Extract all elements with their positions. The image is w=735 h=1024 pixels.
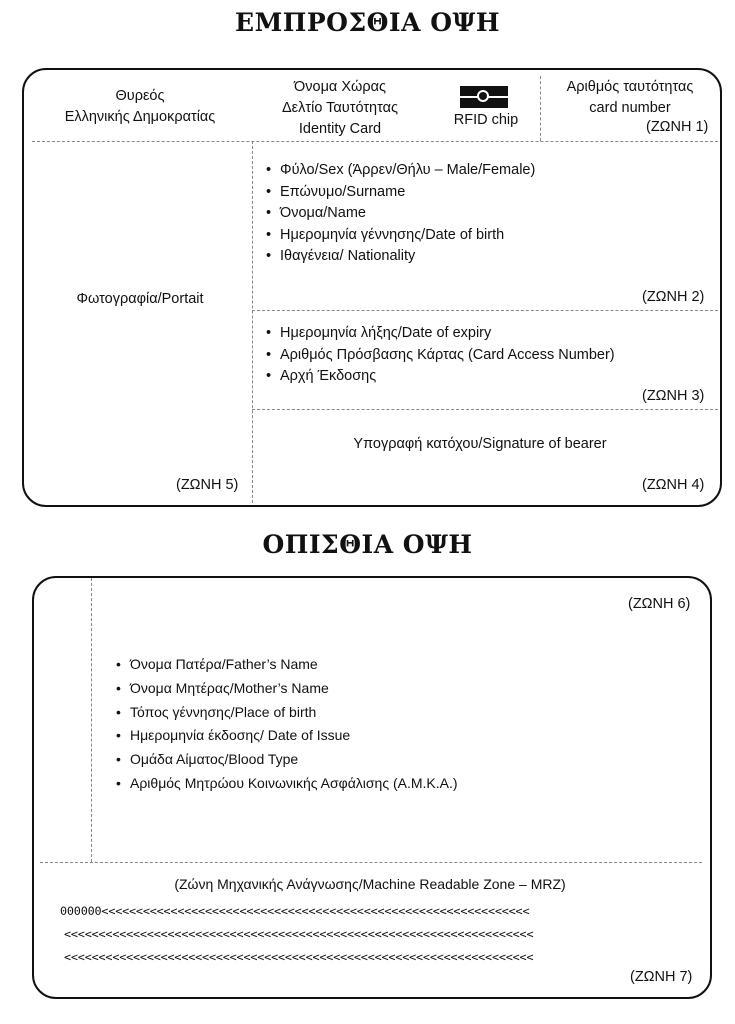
emblem-line-2: Ελληνικής Δημοκρατίας [64,109,216,125]
card-number-label [540,77,720,119]
mrz-line-2: <<<<<<<<<<<<<<<<<<<<<<<<<<<<<<<<<<<<<<<<<<<<<<<<<<<<<<<<<<<<<<<<<<<< [64,927,534,941]
back-heading: ΟΠΙΣΘΙΑ ΟΨΗ [262,530,473,559]
country-name: Όνομα Χώρας [294,79,386,95]
zone-6-label: (ΖΩΝΗ 6) [628,596,691,612]
mrz-caption: (Ζώνη Μηχανικής Ανάγνωσης/Machine Readable Zone – MRZ) [174,876,566,892]
zone-3-label: (ΖΩΝΗ 3) [642,388,705,404]
mrz-divider [40,862,702,863]
signature-label: Υπογραφή κατόχου/Signature of bearer [353,436,607,452]
list-item: • Ημερομηνία έκδοσης/ Date of Issue [114,724,458,748]
chip-label: RFID chip [453,112,519,128]
zone3-list [264,323,615,388]
emblem-label [40,86,240,128]
back-margin-divider [91,578,92,862]
zone2-divider [252,310,718,311]
list-item: • Όνομα Πατέρα/Father’s Name [114,653,458,677]
mrz-line-1: 000000<<<<<<<<<<<<<<<<<<<<<<<<<<<<<<<<<<<<<<<<<<<<<<<<<<<<<<<<<<<<<< [60,904,530,918]
zone-5-label: (ΖΩΝΗ 5) [176,477,239,493]
zone1-divider [32,141,718,142]
list-item: • Όνομα Μητέρας/Mother’s Name [114,677,458,701]
zone3-divider [252,409,718,410]
zone-7-label: (ΖΩΝΗ 7) [630,969,693,985]
zone2-list [264,160,535,268]
list-item: • Ιθαγένεια/ Nationality [264,246,535,268]
photo-divider [252,141,253,503]
list-item: • Αριθμός Πρόσβασης Κάρτας (Card Access Number) [264,345,615,367]
emblem-line-1: Θυρεός [115,88,165,104]
zone-4-label: (ΖΩΝΗ 4) [642,477,705,493]
list-item: • Αριθμός Μητρώου Κοινωνικής Ασφάλισης (Α.Μ.Κ.Α.) [114,772,458,796]
list-item: • Ημερομηνία λήξης/Date of expiry [264,323,615,345]
list-item: • Ομάδα Αίματος/Blood Type [114,748,458,772]
card-number-greek: Αριθμός ταυτότητας [566,79,694,95]
zone-1-label: (ΖΩΝΗ 1) [646,119,709,135]
card-title-english: Identity Card [298,121,382,137]
list-item: • Όνομα/Name [264,203,535,225]
card-title-greek: Δελτίο Ταυτότητας [281,100,399,116]
card-number-english: card number [589,100,671,116]
list-item: • Επώνυμο/Surname [264,182,535,204]
mrz-line-3: <<<<<<<<<<<<<<<<<<<<<<<<<<<<<<<<<<<<<<<<<<<<<<<<<<<<<<<<<<<<<<<<<<<< [64,950,534,964]
list-item: • Ημερομηνία γέννησης/Date of birth [264,225,535,247]
photo-label: Φωτογραφία/Portait [76,291,204,307]
zone6-list [114,653,458,796]
card-name-label [250,77,430,140]
zone-2-label: (ΖΩΝΗ 2) [642,289,705,305]
front-heading: ΕΜΠΡΟΣΘΙΑ ΟΨΗ [235,8,500,37]
list-item: • Τόπος γέννησης/Place of birth [114,701,458,725]
list-item: • Αρχή Έκδοσης [264,366,615,388]
list-item: • Φύλο/Sex (Άρρεν/Θήλυ – Male/Female) [264,160,535,182]
rfid-chip-icon [460,86,508,108]
